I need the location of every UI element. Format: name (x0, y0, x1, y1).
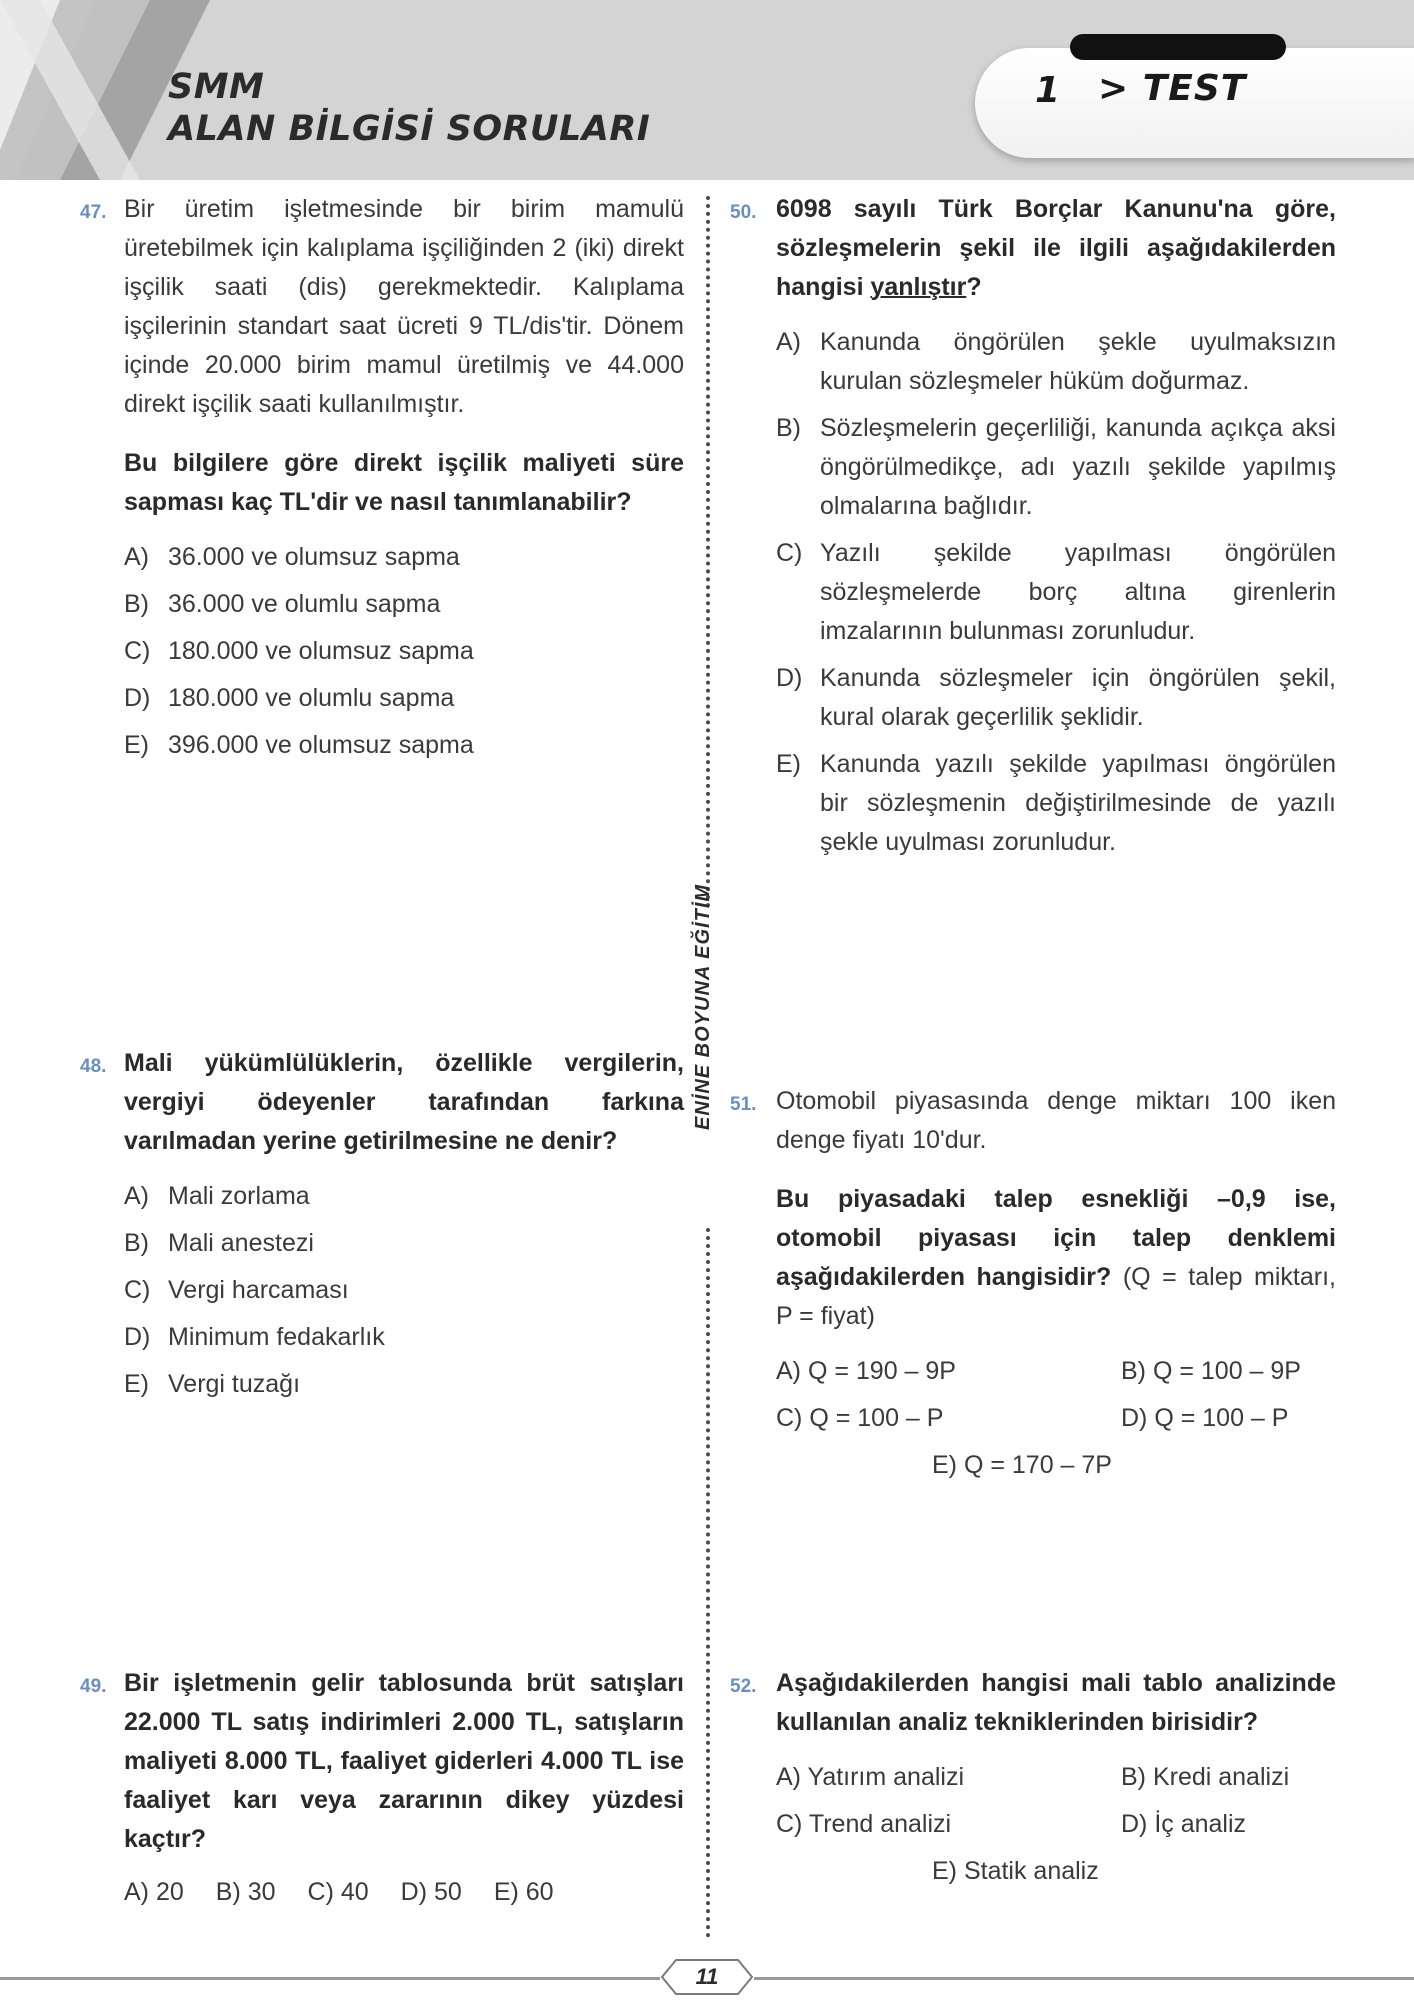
question-note: (Q = talep miktarı, P = fiyat) (776, 1263, 1337, 1330)
option-c[interactable]: C) Yazılı şekilde yapılması öngörülen sözleşmelerde borç altına girenlerin imzalarının bulunması zorunludur. (776, 539, 1336, 645)
option-b[interactable]: B) Q = 100 – 9P (1121, 1357, 1301, 1385)
test-badge-bar (1070, 34, 1286, 60)
page-header (0, 0, 1414, 180)
option-a[interactable]: A) 20 (124, 1878, 184, 1906)
question-49 (80, 1664, 684, 1912)
option-d[interactable]: D) Minimum fedakarlık (124, 1323, 385, 1351)
page-number-badge (660, 1958, 754, 1996)
question-text: Mali yükümlülüklerin, özellikle vergilerin, vergiyi ödeyenler tarafından farkına varılmadan yerine getirilmesine ne denir? (124, 1049, 684, 1155)
question-48 (80, 1044, 684, 1412)
option-c[interactable]: C) 40 (307, 1878, 369, 1906)
question-text: Aşağıdakilerden hangisi mali tablo analizinde kullanılan analiz tekniklerinden birisidir? (776, 1669, 1336, 1736)
question-stem: Otomobil piyasasında denge miktarı 100 iken denge fiyatı 10'dur. (776, 1087, 1336, 1154)
option-c[interactable]: C) Vergi harcaması (124, 1276, 349, 1304)
question-number: 52. (730, 1676, 757, 1697)
option-d[interactable]: D) 180.000 ve olumlu sapma (124, 684, 455, 712)
footer-line-left (0, 1977, 660, 1980)
option-e[interactable]: E) 60 (493, 1878, 554, 1906)
column-divider-bottom (706, 1228, 710, 1938)
options-list (124, 1873, 684, 1912)
header-title-line2: ALAN BİLGİSİ SORULARI (168, 109, 651, 149)
question-number: 49. (80, 1676, 107, 1697)
page-number: 11 (695, 1964, 719, 1989)
question-text: Bir işletmenin gelir tablosunda brüt satışları 22.000 TL satış indirimleri 2.000 TL, satışların maliyeti 8.000 TL, faaliyet giderleri 4.000 TL ise faaliyet karı veya zararının dikey yüzdesi kaçtır? (124, 1669, 684, 1853)
option-e[interactable]: E) Vergi tuzağı (124, 1370, 301, 1398)
question-text: Bu bilgilere göre direkt işçilik maliyeti süre sapması kaç TL'dir ve nasıl tanımlanabilir? (124, 449, 684, 516)
question-number: 50. (730, 202, 757, 223)
question-52 (730, 1664, 1336, 1891)
options-list (776, 1352, 1336, 1485)
options-list (124, 538, 684, 765)
option-c[interactable]: C) Q = 100 – P (776, 1404, 944, 1432)
option-e[interactable]: E) Kanunda yazılı şekilde yapılması öngörülen bir sözleşmenin değiştirilmesinde de yazılı şekle uyulması zorunludur. (776, 750, 1336, 856)
option-e[interactable]: E) Statik analiz (932, 1857, 1099, 1885)
option-d[interactable]: D) İç analiz (1121, 1810, 1247, 1838)
header-title-line1: SMM (168, 67, 265, 107)
question-47 (80, 190, 684, 773)
options-list (776, 1758, 1336, 1891)
header-title (168, 66, 650, 150)
underlined-word: yanlıştır (870, 273, 967, 301)
side-label: ENİNE BOYUNA EĞİTİM (692, 883, 714, 1130)
options-list (776, 323, 1336, 862)
option-c[interactable]: C) Trend analizi (776, 1810, 952, 1838)
test-label: > TEST (1098, 68, 1247, 109)
option-a[interactable]: A) Kanunda öngörülen şekle uyulmaksızın kurulan sözleşmeler hüküm doğurmaz. (776, 328, 1336, 395)
question-text: Bu piyasadaki talep esnekliği –0,9 ise, otomobil piyasası için talep denklemi aşağıdakilerden hangisidir? (Q = talep miktarı, P = fiyat) (776, 1185, 1337, 1330)
option-b[interactable]: B) Kredi analizi (1121, 1763, 1290, 1791)
option-d[interactable]: D) Kanunda sözleşmeler için öngörülen şekil, kural olarak geçerlilik şeklidir. (776, 664, 1336, 731)
option-a[interactable]: A) Yatırım analizi (776, 1763, 965, 1791)
option-c[interactable]: C) 180.000 ve olumsuz sapma (124, 637, 474, 665)
option-b[interactable]: B) Sözleşmelerin geçerliliği, kanunda açıkça aksi öngörülmedikçe, adı yazılı şekilde yapılmış olmalarına bağlıdır. (776, 414, 1336, 520)
question-number: 48. (80, 1056, 107, 1077)
option-e[interactable]: E) Q = 170 – 7P (932, 1451, 1112, 1479)
option-a[interactable]: A) Q = 190 – 9P (776, 1357, 956, 1385)
footer-line-right (754, 1977, 1414, 1980)
option-b[interactable]: B) 30 (215, 1878, 276, 1906)
question-50 (730, 190, 1336, 870)
question-51 (730, 1082, 1337, 1485)
option-d[interactable]: D) Q = 100 – P (1121, 1404, 1289, 1432)
test-number: 1 (1035, 70, 1061, 111)
option-a[interactable]: A) 36.000 ve olumsuz sapma (124, 543, 460, 571)
question-number: 47. (80, 202, 107, 223)
options-list (124, 1177, 684, 1404)
option-b[interactable]: B) Mali anestezi (124, 1229, 314, 1257)
question-stem: Bir üretim işletmesinde bir birim mamulü üretebilmek için kalıplama işçiliğinden 2 (iki) direkt işçilik saati (dis) gerekmektedir. Kalıplama işçilerinin standart saat ücreti 9 TL/dis'tir. Dönem içinde 20.000 birim mamul üretilmiş ve 44.000 direkt işçilik saati kullanılmıştır. (124, 195, 684, 418)
option-d[interactable]: D) 50 (400, 1878, 462, 1906)
question-text: 6098 sayılı Türk Borçlar Kanunu'na göre, sözleşmelerin şekil ile ilgili aşağıdakilerden hangisi yanlıştır? (776, 195, 1336, 301)
question-number: 51. (730, 1094, 757, 1115)
option-b[interactable]: B) 36.000 ve olumlu sapma (124, 590, 441, 618)
column-divider-top (706, 196, 710, 908)
option-e[interactable]: E) 396.000 ve olumsuz sapma (124, 731, 474, 759)
option-a[interactable]: A) Mali zorlama (124, 1182, 310, 1210)
